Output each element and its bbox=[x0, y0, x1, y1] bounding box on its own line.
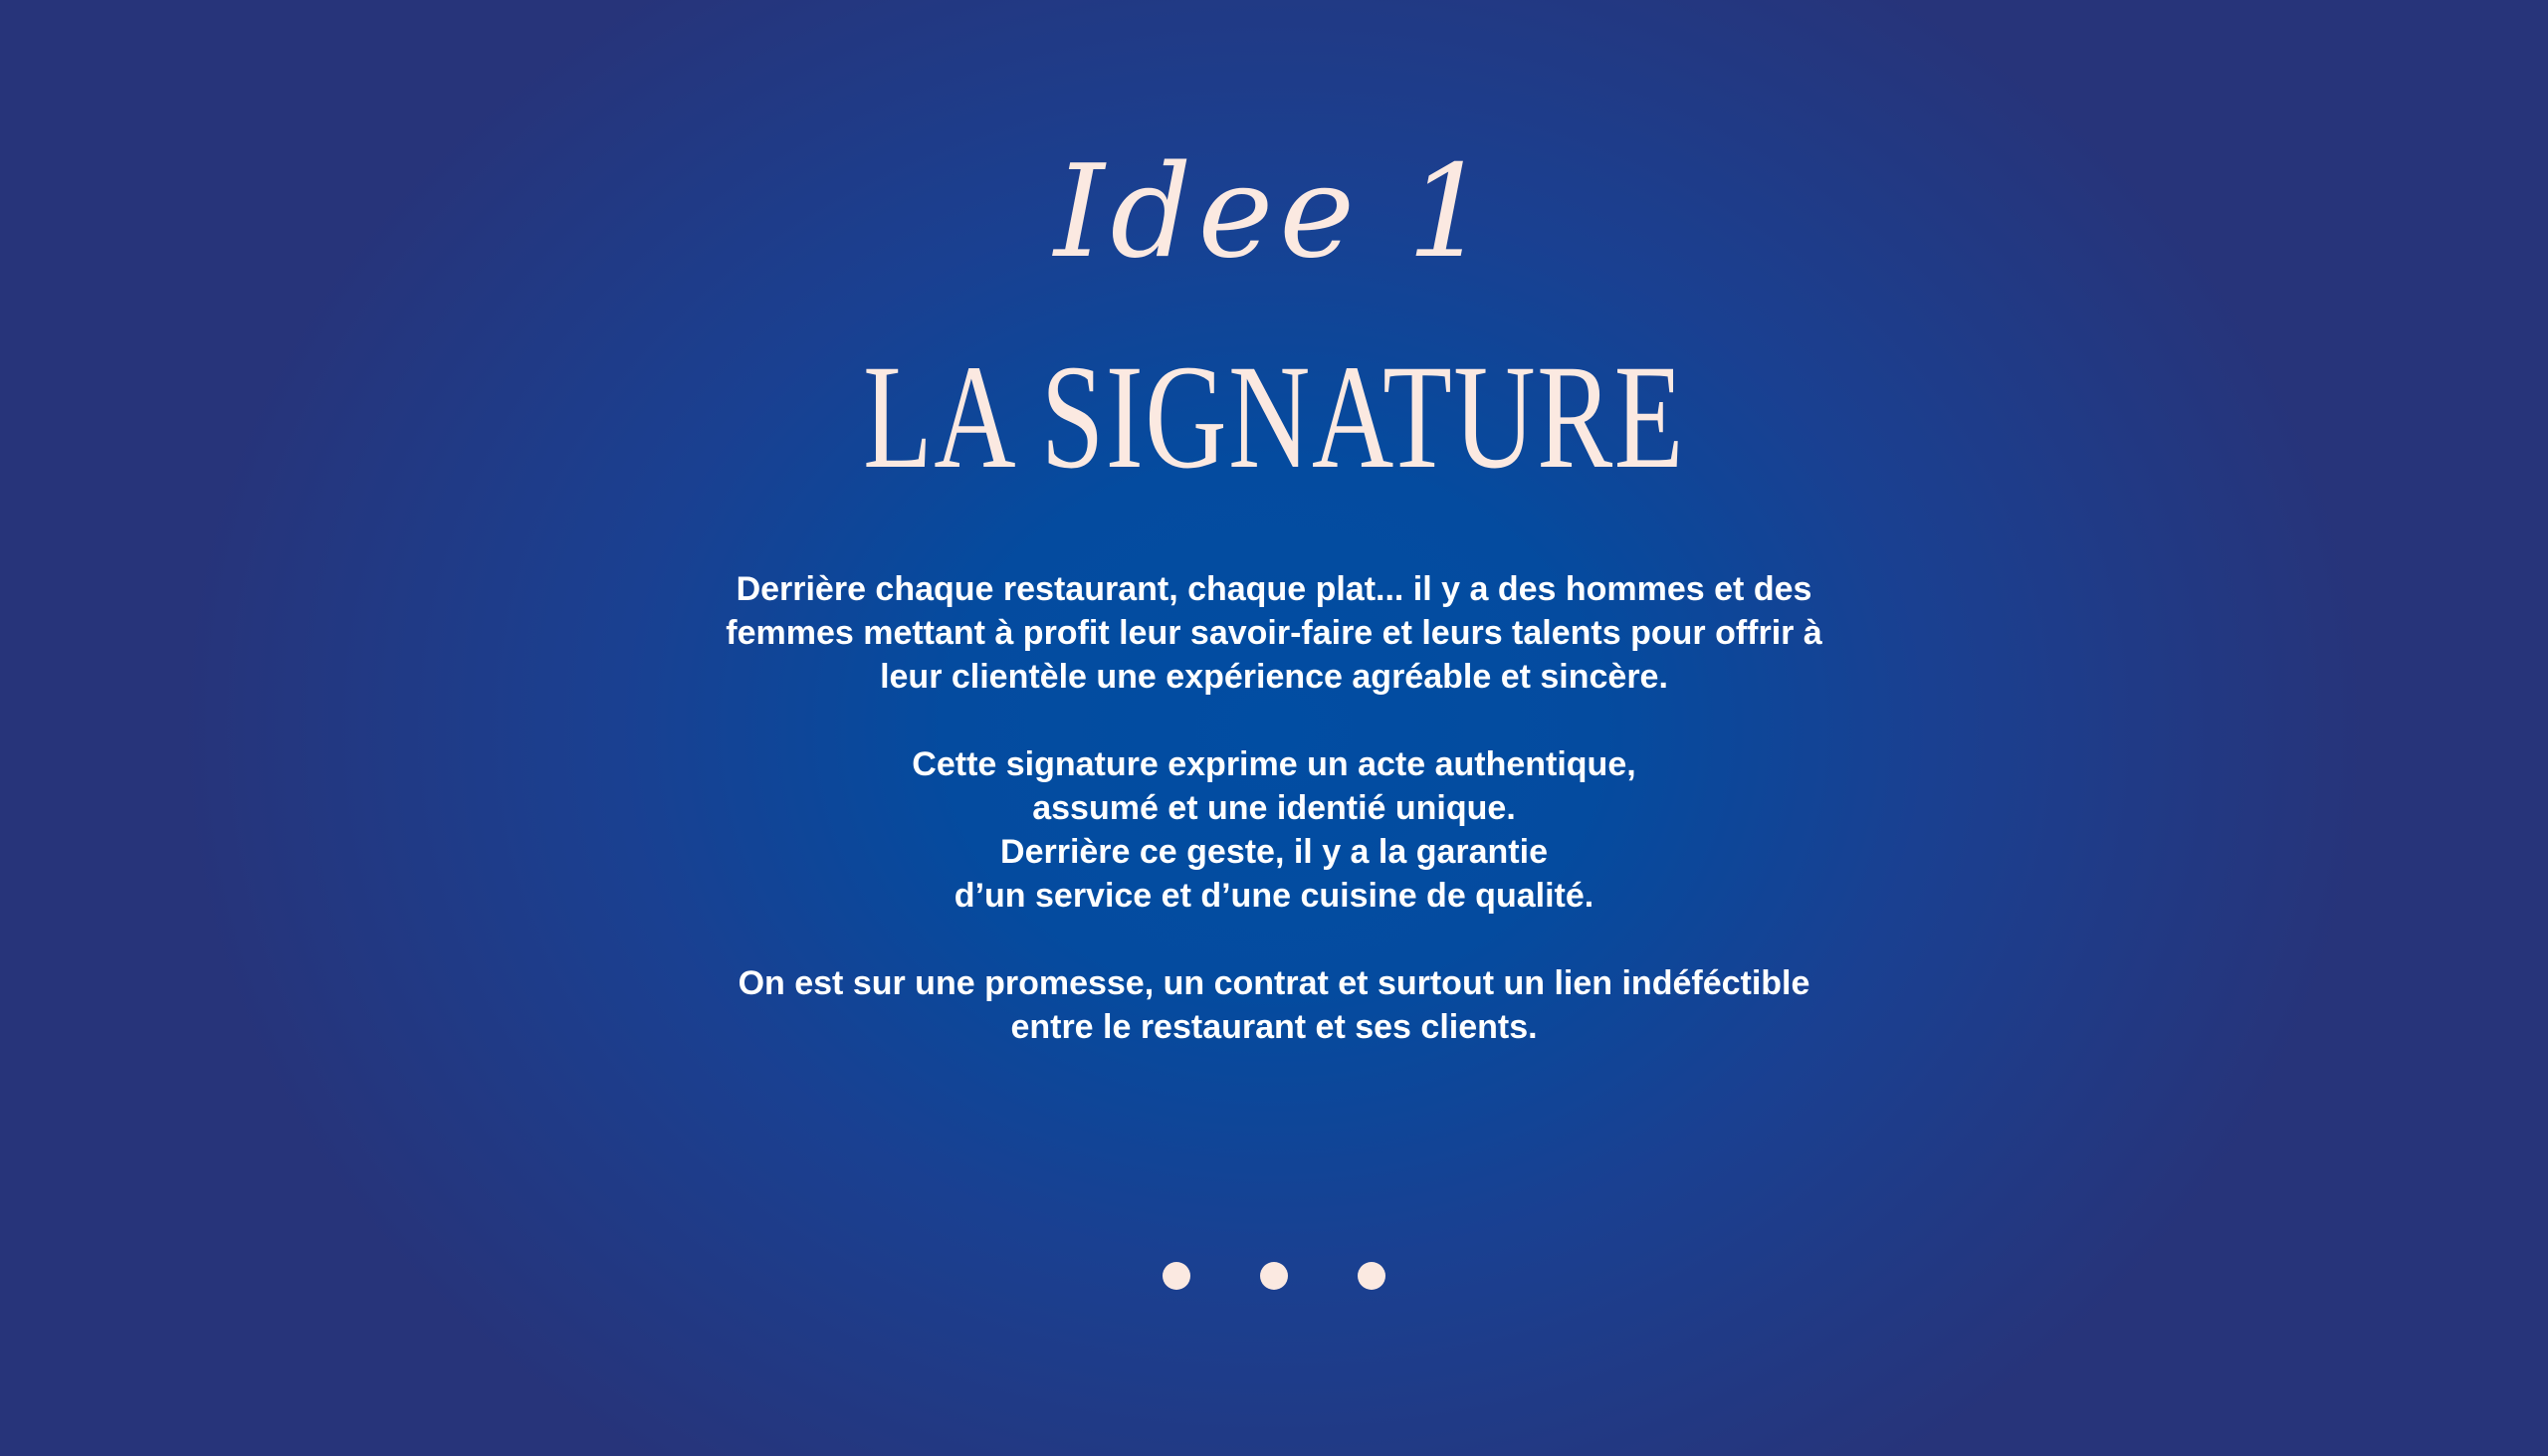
text-line: assumé et une identié unique. bbox=[1032, 789, 1516, 827]
script-title: Idee 1 bbox=[1053, 138, 1495, 287]
text-line: On est sur une promesse, un contrat et surtout un lien indéféctible bbox=[738, 964, 1810, 1002]
text-line: entre le restaurant et ses clients. bbox=[1010, 1008, 1538, 1046]
pagination-dot-3[interactable] bbox=[1358, 1262, 1385, 1290]
pagination-dots bbox=[0, 1262, 2548, 1290]
text-line: femmes mettant à profit leur savoir-faire et leurs talents pour offrir à bbox=[726, 614, 1822, 652]
paragraph-3 bbox=[677, 961, 1871, 1049]
body-text bbox=[677, 567, 1871, 1049]
page-title: LA SIGNATURE bbox=[863, 334, 1685, 500]
paragraph-2 bbox=[677, 742, 1871, 918]
text-line: leur clientèle une expérience agréable et sincère. bbox=[880, 658, 1668, 696]
paragraph-1 bbox=[677, 567, 1871, 699]
text-line: Cette signature exprime un acte authentique, bbox=[912, 745, 1636, 783]
pagination-dot-1[interactable] bbox=[1163, 1262, 1190, 1290]
text-line: Derrière chaque restaurant, chaque plat... il y a des hommes et des bbox=[736, 570, 1812, 608]
text-line: d’un service et d’une cuisine de qualité. bbox=[954, 877, 1594, 915]
pagination-dot-2[interactable] bbox=[1260, 1262, 1288, 1290]
text-line: Derrière ce geste, il y a la garantie bbox=[1000, 833, 1548, 871]
